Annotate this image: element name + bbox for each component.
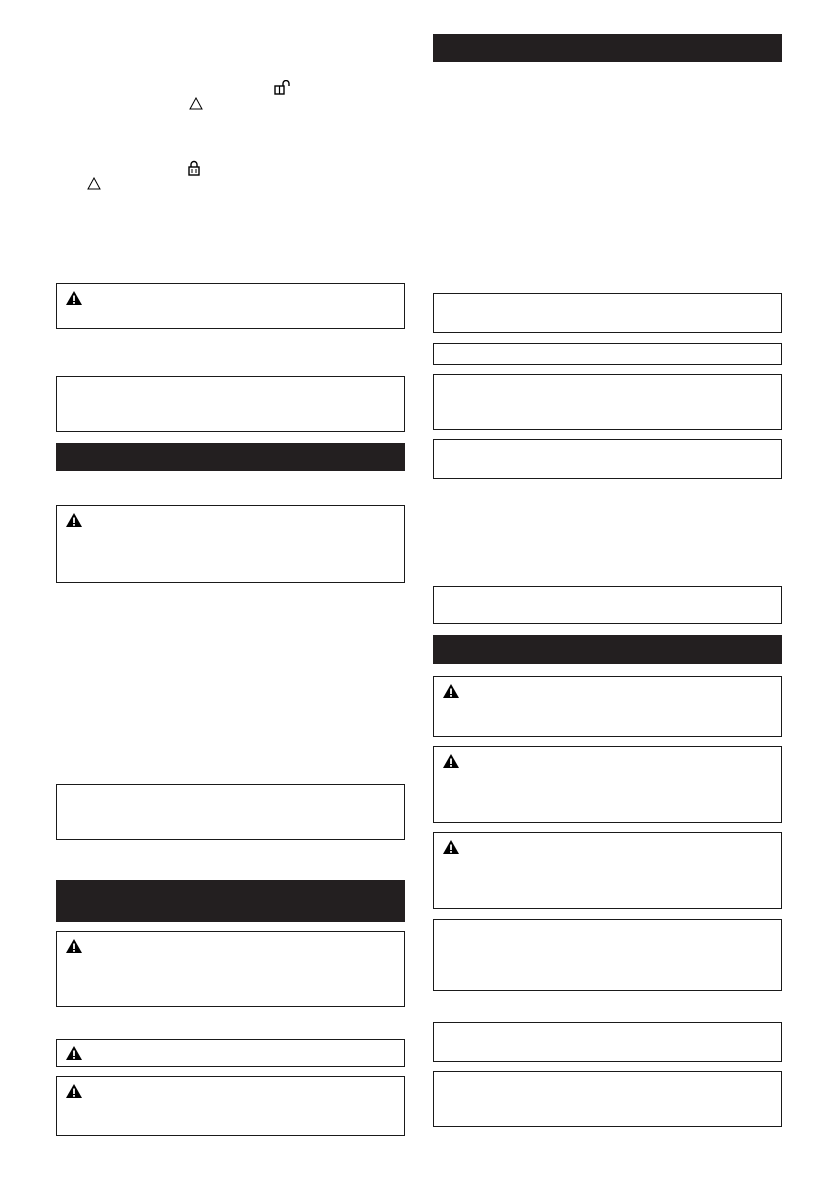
note-box (433, 293, 782, 333)
warning-icon (65, 290, 83, 306)
section-heading-bar (433, 635, 782, 664)
section-heading-bar (56, 880, 405, 922)
warning-icon (442, 753, 460, 769)
note-box (433, 919, 782, 991)
warning-box (56, 1076, 405, 1136)
section-heading-bar (433, 34, 782, 62)
section-heading-bar (56, 443, 405, 471)
note-box (56, 376, 405, 432)
warning-box (433, 832, 782, 909)
warning-icon (65, 512, 83, 528)
warning-box (56, 505, 405, 583)
warning-box (56, 1039, 405, 1067)
note-box (56, 784, 405, 840)
note-box (433, 374, 782, 430)
note-box (433, 343, 782, 365)
unlocked-padlock-icon (274, 80, 290, 95)
warning-icon (442, 683, 460, 699)
note-box (433, 586, 782, 624)
warning-box (433, 676, 782, 737)
triangle-outline-icon (189, 97, 203, 110)
warning-icon (65, 938, 83, 954)
warning-icon (65, 1045, 83, 1061)
triangle-outline-icon (87, 177, 101, 190)
note-box (433, 1022, 782, 1062)
locked-padlock-icon (188, 160, 200, 176)
warning-box (433, 746, 782, 823)
warning-box (56, 931, 405, 1007)
warning-box (56, 283, 405, 329)
note-box (433, 439, 782, 479)
note-box (433, 1071, 782, 1127)
warning-icon (442, 839, 460, 855)
warning-icon (65, 1083, 83, 1099)
